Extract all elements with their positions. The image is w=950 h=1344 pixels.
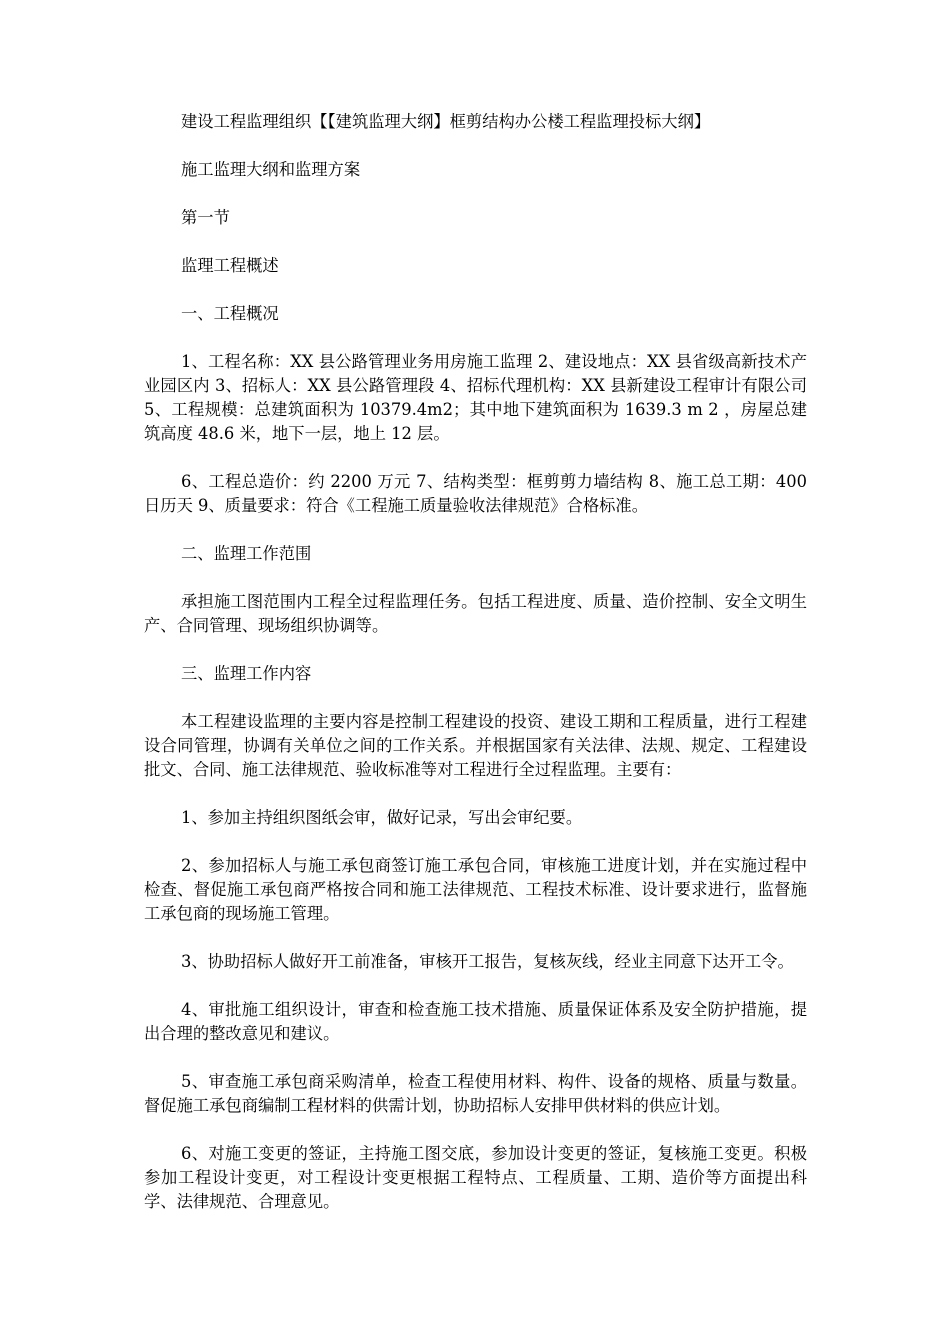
list-item: 3、协助招标人做好开工前准备，审核开工报告，复核灰线，经业主同意下达开工令。 bbox=[181, 952, 794, 971]
heading-outline-title: 施工监理大纲和监理方案 bbox=[181, 160, 361, 179]
heading-project-overview: 监理工程概述 bbox=[181, 256, 279, 275]
heading-work-content: 三、监理工作内容 bbox=[181, 664, 312, 683]
list-item: 6、对施工变更的签证，主持施工图交底，参加设计变更的签证，复核施工变更。积极参加工程设计变更，对工程设计变更根据工程特点、工程质量、工期、造价等方面提出科学、法律规范、合理意见。 bbox=[144, 1144, 807, 1211]
heading-scope: 二、监理工作范围 bbox=[181, 544, 312, 563]
paragraph-project-info-1: 1、工程名称：XX 县公路管理业务用房施工监理 2、建设地点：XX 县省级高新技术产业园区内 3、招标人：XX 县公路管理段 4、招标代理机构：XX 县新建设工程审计有限公司 5、工程规模：总建筑面积为 10379.4m2；其中地下建筑面积为 1639.3 m 2 ，房屋总建筑高度 48.6 米，地下一层，地上 12 层。 bbox=[144, 352, 807, 443]
list-item: 4、审批施工组织设计，审查和检查施工技术措施、质量保证体系及安全防护措施，提出合理的整改意见和建议。 bbox=[144, 1000, 807, 1043]
list-item: 5、审查施工承包商采购清单，检查工程使用材料、构件、设备的规格、质量与数量。督促施工承包商编制工程材料的供需计划，协助招标人安排甲供材料的供应计划。 bbox=[144, 1072, 807, 1115]
document-body bbox=[144, 110, 807, 1238]
paragraph-project-info-2: 6、工程总造价：约 2200 万元 7、结构类型：框剪剪力墙结构 8、施工总工期：400 日历天 9、质量要求：符合《工程施工质量验收法律规范》合格标准。 bbox=[144, 472, 807, 515]
list-item: 1、参加主持组织图纸会审，做好记录，写出会审纪要。 bbox=[181, 808, 583, 827]
heading-section-1: 第一节 bbox=[181, 208, 230, 227]
heading-project-summary: 一、工程概况 bbox=[181, 304, 279, 323]
paragraph-scope: 承担施工图范围内工程全过程监理任务。包括工程进度、质量、造价控制、安全文明生产、合同管理、现场组织协调等。 bbox=[144, 592, 807, 635]
paragraph-work-content-intro: 本工程建设监理的主要内容是控制工程建设的投资、建设工期和工程质量，进行工程建设合同管理，协调有关单位之间的工作关系。并根据国家有关法律、法规、规定、工程建设批文、合同、施工法律规范、验收标准等对工程进行全过程监理。主要有： bbox=[144, 712, 807, 779]
document-title: 建设工程监理组织【【建筑监理大纲】框剪结构办公楼工程监理投标大纲】 bbox=[181, 112, 711, 131]
list-item: 2、参加招标人与施工承包商签订施工承包合同，审核施工进度计划，并在实施过程中检查、督促施工承包商严格按合同和施工法律规范、工程技术标准、设计要求进行，监督施工承包商的现场施工管理。 bbox=[144, 856, 807, 923]
